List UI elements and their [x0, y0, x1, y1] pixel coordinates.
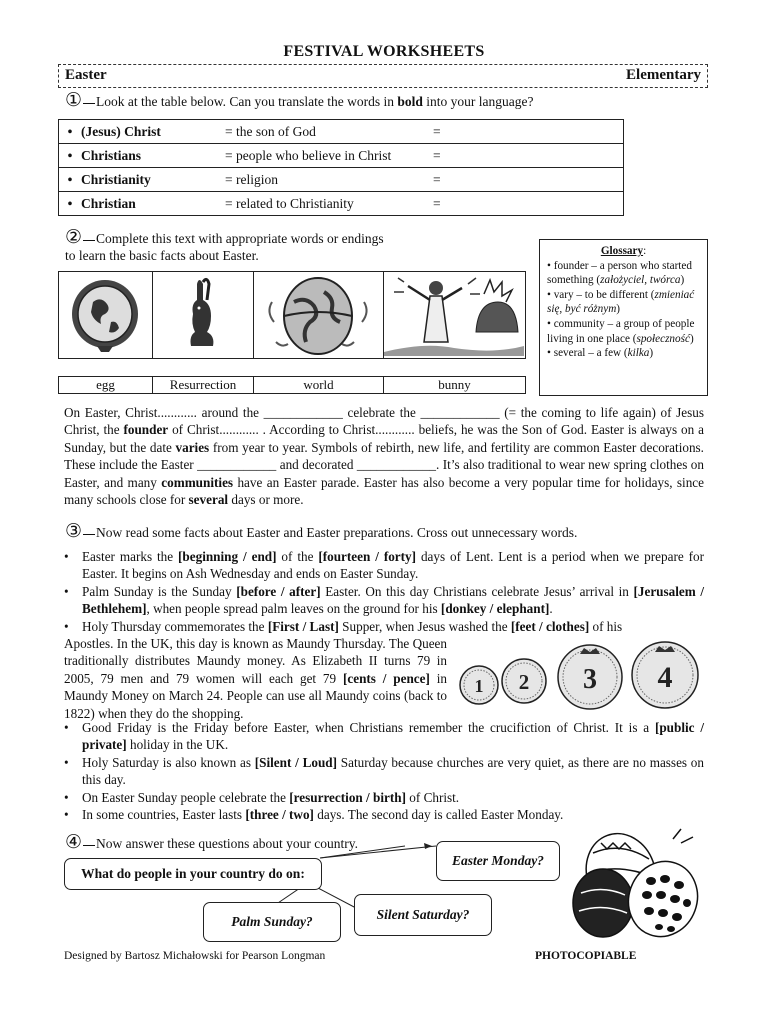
- glossary-entry: • several – a few (kilka): [547, 347, 654, 360]
- term: Christian: [81, 195, 136, 211]
- worksheet-title: FESTIVAL WORKSHEETS: [283, 43, 485, 60]
- task2-number: ②: [65, 227, 83, 248]
- task2-instruction-line1: Complete this text with appropriate words or endings: [96, 231, 384, 246]
- fact-item: • In some countries, Easter lasts [three / two] days. The second day is called Easter Monday.: [64, 806, 704, 823]
- facts-list-top: [64, 548, 704, 635]
- task1-heading: [65, 91, 533, 110]
- task2-instruction-line2: to learn the basic facts about Easter.: [65, 248, 259, 263]
- level-label: Elementary: [626, 67, 701, 83]
- coin-value: 4: [657, 661, 673, 694]
- decorated-eggs-image: [563, 823, 708, 943]
- footer-photocopiable: PHOTOCOPIABLE: [535, 950, 637, 962]
- translation-blank[interactable]: =: [433, 192, 624, 216]
- fact-item-continued: Apostles. In the UK, this day is known as Maundy Thursday. The Queen traditionally distributes Maundy money. As Elizabeth II turns 79 in 2005, 79 men and 79 women will each get 79 [cents / pence] in Maundy Money on March 24. People can use all Maundy coins (back to 1822) when they do the shopping.: [64, 636, 447, 721]
- translation-blank[interactable]: =: [433, 120, 624, 144]
- translation-blank[interactable]: =: [433, 168, 624, 192]
- glossary-box: Glossary: • founder – a person who started something (założyciel, twórca) • vary – to be different (zmieniać się, być różnym) • community – a group of people living in one place (społeczność) • several – a few (kilka): [539, 239, 708, 396]
- bunny-icon: [153, 272, 252, 356]
- task3-number: ③: [65, 521, 83, 542]
- picture-cell: [384, 272, 525, 358]
- glossary-entry: • vary – to be different (zmieniać się, być różnym): [547, 288, 695, 316]
- table-row: • (Jesus) Christ = the son of God =: [59, 120, 624, 144]
- picture-cell: [153, 272, 254, 358]
- glossary-entry: • community – a group of people living in one place (społeczność): [547, 317, 695, 345]
- picture-strip: [58, 271, 526, 359]
- definition: = related to Christianity: [225, 192, 433, 216]
- definition: = the son of God: [225, 120, 433, 144]
- fact-item: • Palm Sunday is the Sunday [before / after] Easter. On this day Christians celebrate Jesus’ arrival in [Jerusalem / Bethlehem], when people spread palm leaves on the ground for his [donkey / elephant].: [64, 583, 704, 618]
- footer-credit: Designed by Bartosz Michałowski for Pearson Longman: [64, 950, 326, 962]
- coin-value: 3: [583, 664, 597, 695]
- coin-value: 1: [474, 676, 484, 696]
- palm-sunday-box[interactable]: Palm Sunday?: [203, 902, 341, 942]
- question-box: What do people in your country do on:: [64, 858, 322, 890]
- term: (Jesus) Christ: [81, 123, 161, 139]
- word-bank-item: bunny: [438, 377, 471, 392]
- definition: = people who believe in Christ: [225, 144, 433, 168]
- easter-monday-box[interactable]: Easter Monday?: [436, 841, 560, 881]
- task1-instruction-pre: Look at the table below. Can you translate the words in: [96, 94, 398, 109]
- definition: = religion: [225, 168, 433, 192]
- table-row: • Christians = people who believe in Christ =: [59, 144, 624, 168]
- word-bank: [58, 376, 526, 394]
- maundy-coins-image: [455, 640, 705, 712]
- fact-item: • On Easter Sunday people celebrate the [resurrection / birth] of Christ.: [64, 789, 704, 806]
- topic-level-bar: [58, 64, 708, 88]
- term: Christians: [81, 147, 142, 163]
- glossary-title: Glossary: [600, 245, 644, 257]
- task2-heading: [65, 228, 465, 264]
- silent-saturday-box[interactable]: Silent Saturday?: [354, 894, 492, 936]
- facts-list-bottom: [64, 719, 704, 823]
- resurrection-icon: [384, 272, 525, 356]
- coin-value: 2: [518, 670, 530, 694]
- task1-instruction-post: into your language?: [422, 94, 534, 109]
- task4-number: ④: [65, 832, 83, 853]
- picture-cell: [59, 272, 153, 358]
- word-bank-item: egg: [59, 377, 153, 393]
- fact-item: • Easter marks the [beginning / end] of the [fourteen / forty] days of Lent. Lent is a period when we prepare for Easter. It begins on Ash Wednesday and ends on Easter Sunday.: [64, 548, 704, 583]
- translation-blank[interactable]: =: [433, 144, 624, 168]
- glossary-entry: • founder – a person who started something (założyciel, twórca): [547, 259, 692, 287]
- picture-cell: [254, 272, 384, 358]
- easter-text: On Easter, Christ............ around the ____________ celebrate the ____________ (= the coming to life again) of Jesus Christ, the founder of Christ............ . According to Christ............ beliefs, he was the Son of God. Easter is always on a Sunday, but the date varies from year to year. Symbols of rebirth, new life, and fertility are common Easter decorations. These include the Easter ____________ and decorated ____________. It’s also traditional to wear new spring clothes on Easter, and many communities have an Easter parade. Easter has also become a very popular time for holidays, since many schools close for several days or more.: [64, 405, 705, 508]
- task3-instruction: Now read some facts about Easter and Easter preparations. Cross out unnecessary words.: [96, 525, 578, 540]
- topic-label: Easter: [65, 67, 107, 83]
- world-egg-icon: [254, 272, 382, 356]
- word-bank-item: Resurrection: [153, 377, 254, 393]
- fact-item: • Holy Thursday commemorates the [First / Last] Supper, when Jesus washed the [feet / clothes] of his: [64, 618, 704, 635]
- fact-item: • Good Friday is the Friday before Easter, when Christians remember the crucifiction of Christ. It is a [public / private] holiday in the UK.: [64, 719, 704, 754]
- translation-table: [58, 119, 624, 216]
- task1-number: ①: [65, 90, 83, 111]
- table-row: • Christianity = religion =: [59, 168, 624, 192]
- egg-globe-icon: [59, 272, 151, 356]
- term: Christianity: [81, 171, 151, 187]
- table-row: • Christian = related to Christianity =: [59, 192, 624, 216]
- task3-heading: [65, 522, 577, 541]
- task1-instruction-bold: bold: [397, 94, 423, 109]
- task4-heading: [65, 833, 358, 852]
- task4-instruction: Now answer these questions about your country.: [96, 836, 358, 851]
- word-bank-item: world: [254, 377, 384, 393]
- fact-item: • Holy Saturday is also known as [Silent / Loud] Saturday because churches are very quiet, as there are no masses on this day.: [64, 754, 704, 789]
